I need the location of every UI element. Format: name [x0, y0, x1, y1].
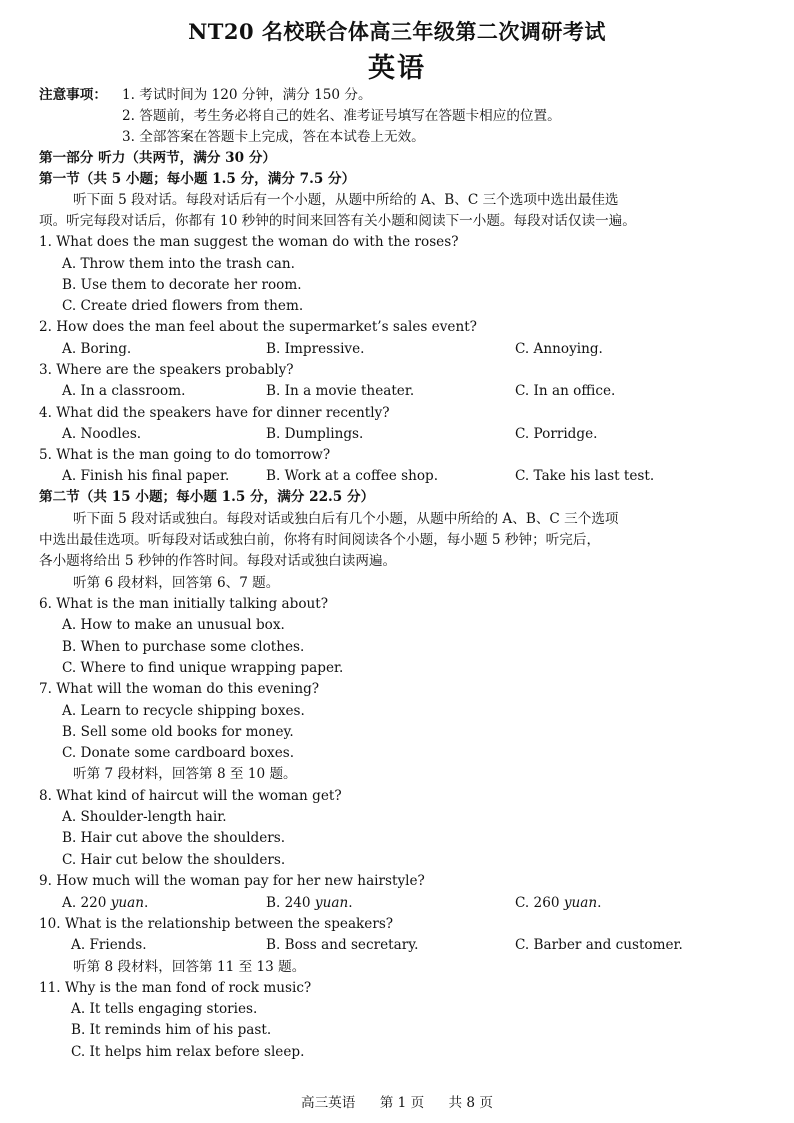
option-c-amount: C. 260 — [515, 895, 564, 911]
notice-label: 注意事项： — [39, 87, 107, 103]
question-5-option-c: C. Take his last test. — [515, 468, 655, 484]
question-1-option-b: B. Use them to decorate her room. — [62, 277, 302, 293]
question-5-option-a: A. Finish his final paper. — [62, 468, 230, 484]
notice-item-1: 1. 考试时间为 120 分钟，满分 150 分。 — [122, 87, 372, 103]
question-11-stem: 11. Why is the man fond of rock music? — [39, 980, 312, 996]
question-10-option-a: A. Friends. — [71, 937, 147, 953]
section1-heading: 第一节（共 5 小题；每小题 1.5 分，满分 7.5 分） — [39, 171, 356, 187]
question-6-option-b: B. When to purchase some clothes. — [62, 639, 305, 655]
section1-instruction-1: 听下面 5 段对话。每段对话后有一个小题，从题中所给的 A、B、C 三个选项中选出最佳选 — [73, 192, 619, 208]
question-11-option-b: B. It reminds him of his past. — [71, 1022, 272, 1038]
question-6-option-a: A. How to make an unusual box. — [62, 617, 285, 633]
option-c-unit: yuan — [563, 895, 598, 911]
question-7-option-c: C. Donate some cardboard boxes. — [62, 745, 295, 761]
material-8-note: 听第 8 段材料，回答第 11 至 13 题。 — [73, 959, 306, 975]
question-2-option-c: C. Annoying. — [515, 341, 603, 357]
material-6-note: 听第 6 段材料，回答第 6、7 题。 — [73, 575, 280, 591]
question-7-stem: 7. What will the woman do this evening? — [39, 681, 320, 697]
question-1-option-a: A. Throw them into the trash can. — [62, 256, 295, 272]
question-9-option-a — [62, 893, 148, 913]
question-4-stem: 4. What did the speakers have for dinner recently? — [39, 405, 390, 421]
footer-total-pages: 共 8 页 — [448, 1095, 493, 1111]
question-3-option-c: C. In an office. — [515, 383, 616, 399]
question-4-option-c: C. Porridge. — [515, 426, 598, 442]
question-10-option-b: B. Boss and secretary. — [266, 937, 419, 953]
footer-page-number: 第 1 页 — [379, 1095, 425, 1111]
question-10-stem: 10. What is the relationship between the speakers? — [39, 916, 394, 932]
question-1-stem: 1. What does the man suggest the woman do with the roses? — [39, 234, 459, 250]
question-2-option-b: B. Impressive. — [266, 341, 365, 357]
option-c-period: . — [597, 895, 602, 911]
question-2-option-a: A. Boring. — [62, 341, 132, 357]
question-9-stem: 9. How much will the woman pay for her new hairstyle? — [39, 873, 425, 889]
question-5-stem: 5. What is the man going to do tomorrow? — [39, 447, 331, 463]
option-b-period: . — [348, 895, 353, 911]
question-11-option-c: C. It helps him relax before sleep. — [71, 1044, 305, 1060]
notice-item-2: 2. 答题前，考生务必将自己的姓名、准考证号填写在答题卡相应的位置。 — [122, 108, 561, 124]
subject-title: 英语 — [368, 53, 426, 84]
notice-item-3: 3. 全部答案在答题卡上完成，答在本试卷上无效。 — [122, 129, 425, 145]
option-a-amount: A. 220 — [62, 895, 111, 911]
question-3-stem: 3. Where are the speakers probably? — [39, 362, 294, 378]
footer-subject: 高三英语 — [301, 1095, 356, 1111]
question-4-option-a: A. Noodles. — [62, 426, 142, 442]
question-11-option-a: A. It tells engaging stories. — [71, 1001, 258, 1017]
question-1-option-c: C. Create dried flowers from them. — [62, 298, 304, 314]
question-7-option-b: B. Sell some old books for money. — [62, 724, 294, 740]
material-7-note: 听第 7 段材料，回答第 8 至 10 题。 — [73, 766, 297, 782]
question-5-option-b: B. Work at a coffee shop. — [266, 468, 439, 484]
question-4-option-b: B. Dumplings. — [266, 426, 364, 442]
section2-instruction-3: 各小题将给出 5 秒钟的作答时间。每段对话或独白读两遍。 — [39, 553, 397, 569]
option-b-amount: B. 240 — [266, 895, 315, 911]
question-6-stem: 6. What is the man initially talking about? — [39, 596, 329, 612]
question-7-option-a: A. Learn to recycle shipping boxes. — [62, 703, 305, 719]
page-footer — [0, 1091, 794, 1111]
section2-heading: 第二节（共 15 小题；每小题 1.5 分，满分 22.5 分） — [39, 489, 375, 505]
part1-heading: 第一部分 听力（共两节，满分 30 分） — [39, 150, 277, 166]
option-b-unit: yuan — [314, 895, 349, 911]
option-a-unit: yuan — [110, 895, 145, 911]
question-8-option-a: A. Shoulder-length hair. — [62, 809, 227, 825]
exam-title: NT20 名校联合体高三年级第二次调研考试 — [188, 19, 606, 44]
question-8-option-c: C. Hair cut below the shoulders. — [62, 852, 286, 868]
section1-instruction-2: 项。听完每段对话后，你都有 10 秒钟的时间来回答有关小题和阅读下一小题。每段对话仅读一遍。 — [39, 213, 636, 229]
question-6-option-c: C. Where to find unique wrapping paper. — [62, 660, 344, 676]
section2-instruction-2: 中选出最佳选项。听每段对话或独白前，你将有时间阅读各个小题，每小题 5 秒钟；听完后， — [39, 532, 601, 548]
question-10-option-c: C. Barber and customer. — [515, 937, 683, 953]
question-3-option-a: A. In a classroom. — [62, 383, 186, 399]
question-3-option-b: B. In a movie theater. — [266, 383, 415, 399]
question-9-option-b — [266, 893, 353, 913]
question-8-option-b: B. Hair cut above the shoulders. — [62, 830, 286, 846]
question-8-stem: 8. What kind of haircut will the woman get? — [39, 788, 342, 804]
section2-instruction-1: 听下面 5 段对话或独白。每段对话或独白后有几个小题，从题中所给的 A、B、C 三个选项 — [73, 511, 619, 527]
question-9-option-c — [515, 893, 601, 913]
option-a-period: . — [144, 895, 149, 911]
question-2-stem: 2. How does the man feel about the supermarket’s sales event? — [39, 319, 477, 335]
